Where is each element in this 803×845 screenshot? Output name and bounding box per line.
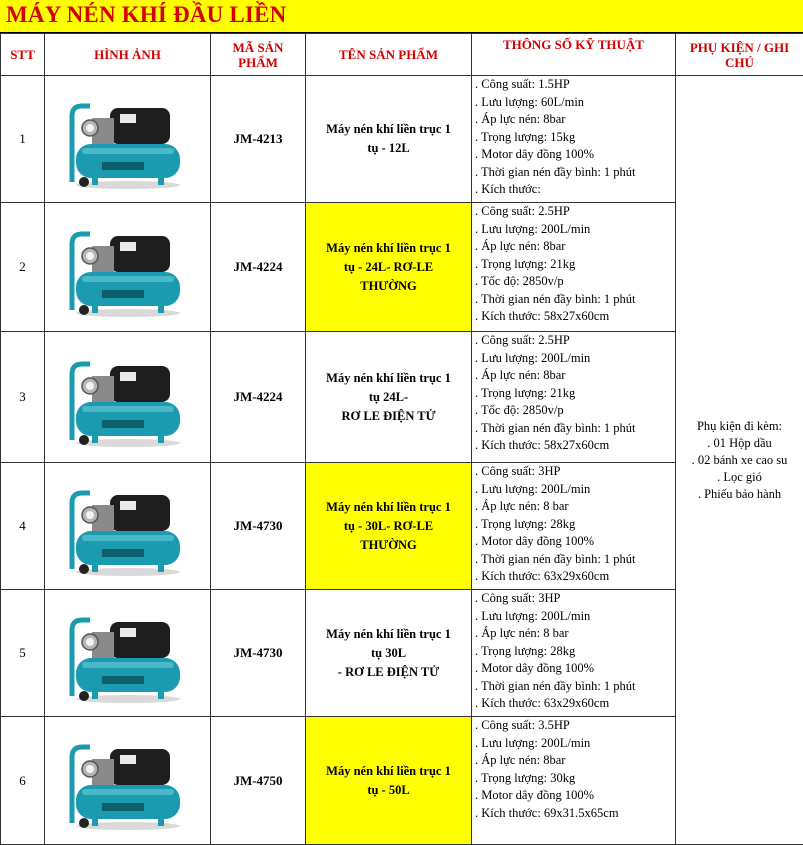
product-name-line: Máy nén khí liền trục 1 (310, 369, 467, 388)
spec-line: . Thời gian nén đầy bình: 1 phút (475, 291, 675, 309)
product-name-line: Máy nén khí liền trục 1 (310, 625, 467, 644)
accessory-line: . Phiếu bảo hành (676, 486, 803, 503)
product-name-line: Máy nén khí liền trục 1 (310, 239, 467, 258)
header-note: PHỤ KIỆN / GHI CHÚ (676, 34, 803, 76)
product-image (45, 590, 211, 717)
spec-line: . Motor dây đồng 100% (475, 146, 675, 164)
spec-line: . Trọng lượng: 21kg (475, 256, 675, 274)
product-image (45, 332, 211, 463)
spec-line: . Áp lực nén: 8bar (475, 367, 675, 385)
accessory-line: . Lọc gió (676, 469, 803, 486)
spec-line: . Áp lực nén: 8bar (475, 752, 675, 770)
row-stt: 2 (1, 203, 45, 332)
table-header-row (1, 34, 803, 76)
product-name-line: THƯỜNG (310, 277, 467, 296)
product-specs (472, 463, 676, 590)
spec-line: . Kích thước: 63x29x60cm (475, 568, 675, 586)
air-compressor-icon (62, 566, 194, 583)
spec-line: . Tốc độ: 2850v/p (475, 273, 675, 291)
accessories-note (676, 76, 803, 845)
spec-line: . Trọng lượng: 28kg (475, 643, 675, 661)
spec-line: . Công suất: 3.5HP (475, 717, 675, 735)
header-stt: STT (1, 34, 45, 76)
air-compressor-icon (62, 820, 194, 837)
spec-line: . Motor dây đồng 100% (475, 533, 675, 551)
product-name-line: tụ - 12L (310, 139, 467, 158)
product-name-line: RƠ LE ĐIỆN TỬ (310, 407, 467, 426)
product-specs (472, 590, 676, 717)
table-row (1, 76, 803, 203)
spec-line: . Kích thước: (475, 181, 675, 199)
product-code: JM-4224 (211, 203, 306, 332)
accessory-line: Phụ kiện đi kèm: (676, 418, 803, 435)
spec-line: . Công suất: 3HP (475, 590, 675, 608)
spec-line: . Công suất: 3HP (475, 463, 675, 481)
product-name (306, 76, 472, 203)
spec-line: . Lưu lượng: 200L/min (475, 481, 675, 499)
spec-line: . Motor dây đồng 100% (475, 660, 675, 678)
spec-line: . Kích thước: 69x31.5x65cm (475, 805, 675, 823)
product-image (45, 463, 211, 590)
product-name-line: tụ - 24L- RƠ-LE (310, 258, 467, 277)
spec-line: . Áp lực nén: 8 bar (475, 498, 675, 516)
spec-line: . Trọng lượng: 30kg (475, 770, 675, 788)
header-name: TÊN SẢN PHẨM (306, 34, 472, 76)
product-name-line: THƯỜNG (310, 536, 467, 555)
product-specs (472, 203, 676, 332)
spec-line: . Lưu lượng: 200L/min (475, 221, 675, 239)
row-stt: 3 (1, 332, 45, 463)
product-code: JM-4213 (211, 76, 306, 203)
spec-line: . Thời gian nén đầy bình: 1 phút (475, 164, 675, 182)
accessory-line: . 01 Hộp dầu (676, 435, 803, 452)
spec-line: . Motor dây đồng 100% (475, 787, 675, 805)
spec-line: . Công suất: 2.5HP (475, 203, 675, 221)
product-specs (472, 76, 676, 203)
spec-line: . Công suất: 1.5HP (475, 76, 675, 94)
accessory-line: . 02 bánh xe cao su (676, 452, 803, 469)
row-stt: 6 (1, 717, 45, 845)
product-image (45, 76, 211, 203)
header-image: HÌNH ẢNH (45, 34, 211, 76)
spec-line: . Kích thước: 63x29x60cm (475, 695, 675, 713)
spec-line: . Trọng lượng: 15kg (475, 129, 675, 147)
product-code: JM-4224 (211, 332, 306, 463)
spec-line: . Lưu lượng: 200L/min (475, 350, 675, 368)
product-name-line: tụ 24L- (310, 388, 467, 407)
spec-line: . Tốc độ: 2850v/p (475, 402, 675, 420)
spec-line: . Thời gian nén đầy bình: 1 phút (475, 551, 675, 569)
product-name-line: tụ 30L (310, 644, 467, 663)
product-name-line: Máy nén khí liền trục 1 (310, 762, 467, 781)
spec-line: . Kích thước: 58x27x60cm (475, 308, 675, 326)
product-name-line: - RƠ LE ĐIỆN TỬ (310, 663, 467, 682)
spec-line: . Công suất: 2.5HP (475, 332, 675, 350)
spec-line: . Lưu lượng: 200L/min (475, 608, 675, 626)
product-name (306, 463, 472, 590)
product-image (45, 717, 211, 845)
page-title: MÁY NÉN KHÍ ĐẦU LIỀN (6, 2, 286, 28)
spec-line: . Áp lực nén: 8bar (475, 238, 675, 256)
header-code: MÃ SẢN PHẨM (211, 34, 306, 76)
header-spec: THÔNG SỐ KỸ THUẬT (472, 34, 676, 76)
product-name-line: Máy nén khí liền trục 1 (310, 120, 467, 139)
product-name-line: Máy nén khí liền trục 1 (310, 498, 467, 517)
product-name-line: tụ - 50L (310, 781, 467, 800)
product-specs (472, 717, 676, 845)
spec-line: . Kích thước: 58x27x60cm (475, 437, 675, 455)
product-table (0, 33, 803, 845)
title-bar (0, 0, 803, 33)
spec-line: . Thời gian nén đầy bình: 1 phút (475, 420, 675, 438)
air-compressor-icon (62, 307, 194, 324)
product-name (306, 717, 472, 845)
product-code: JM-4730 (211, 463, 306, 590)
product-code: JM-4750 (211, 717, 306, 845)
spec-line: . Áp lực nén: 8bar (475, 111, 675, 129)
product-name (306, 332, 472, 463)
product-image (45, 203, 211, 332)
spec-line: . Trọng lượng: 21kg (475, 385, 675, 403)
product-name (306, 590, 472, 717)
air-compressor-icon (62, 179, 194, 196)
spec-line: . Áp lực nén: 8 bar (475, 625, 675, 643)
air-compressor-icon (62, 693, 194, 710)
product-name (306, 203, 472, 332)
row-stt: 1 (1, 76, 45, 203)
spec-line: . Lưu lượng: 200L/min (475, 735, 675, 753)
row-stt: 5 (1, 590, 45, 717)
product-name-line: tụ - 30L- RƠ-LE (310, 517, 467, 536)
product-specs (472, 332, 676, 463)
row-stt: 4 (1, 463, 45, 590)
spec-line: . Lưu lượng: 60L/min (475, 94, 675, 112)
air-compressor-icon (62, 437, 194, 454)
spec-line: . Thời gian nén đầy bình: 1 phút (475, 678, 675, 696)
product-code: JM-4730 (211, 590, 306, 717)
spec-line: . Trọng lượng: 28kg (475, 516, 675, 534)
